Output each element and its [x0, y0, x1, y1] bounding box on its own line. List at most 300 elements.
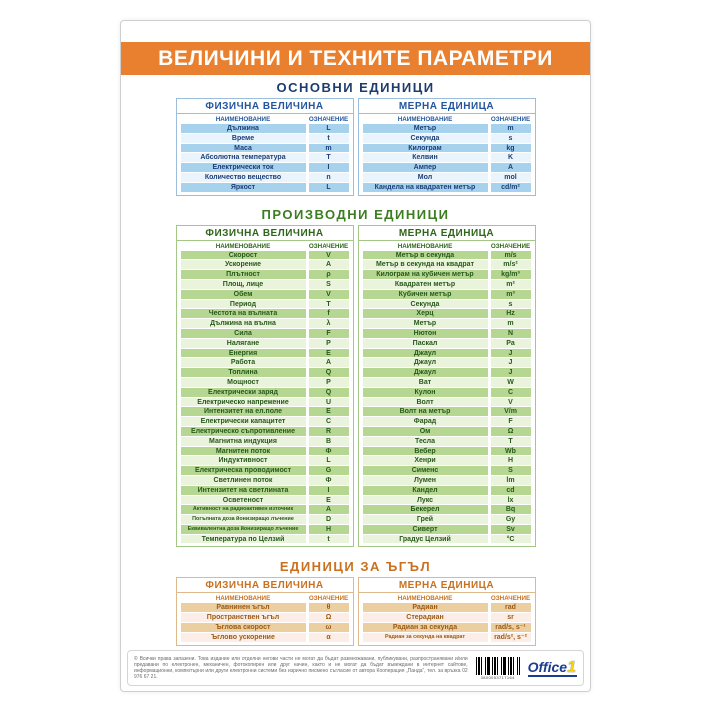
table-row	[359, 339, 535, 348]
physical-quantity-table	[176, 577, 354, 645]
symbol-cell: θ	[309, 603, 349, 612]
poster-title-bar	[121, 42, 590, 75]
quantity-name-cell: Нютон	[363, 329, 488, 338]
quantity-name-cell: Метър в секунда на квадрат	[363, 260, 488, 269]
quantity-name-cell: Килограм на кубичен метър	[363, 270, 488, 279]
table-row	[359, 280, 535, 289]
quantity-name-cell: Келвин	[363, 153, 488, 162]
footer	[127, 650, 584, 686]
table-row	[177, 270, 353, 279]
symbol-cell: kg/m³	[491, 270, 531, 279]
symbol-cell: f	[309, 309, 349, 318]
quantity-name-cell: Енергия	[181, 349, 306, 358]
quantity-name-cell: Абсолютна температура	[181, 153, 306, 162]
table-rows	[359, 603, 535, 641]
table-rows	[359, 124, 535, 192]
quantity-name-cell: Секунда	[363, 300, 488, 309]
col-header-name: НАИМЕНОВАНИЕ	[215, 242, 271, 250]
table-row	[359, 124, 535, 133]
table-row	[359, 163, 535, 172]
table-row	[359, 456, 535, 465]
table-row	[359, 251, 535, 260]
symbol-cell: A	[309, 260, 349, 269]
table-rows	[177, 603, 353, 641]
col-header-symbol: ОЗНАЧЕНИЕ	[490, 595, 531, 603]
table-row	[359, 270, 535, 279]
table-row	[177, 515, 353, 524]
quantity-name-cell: Ускорение	[181, 260, 306, 269]
col-header-name: НАИМЕНОВАНИЕ	[397, 116, 453, 123]
col-header-name: НАИМЕНОВАНИЕ	[215, 595, 271, 603]
quantity-name-cell: Фарад	[363, 417, 488, 426]
measurement-unit-table	[358, 225, 536, 548]
table-row	[359, 476, 535, 485]
table-row	[359, 427, 535, 436]
symbol-cell: T	[491, 437, 531, 446]
symbol-cell: Sv	[491, 525, 531, 534]
table-row	[177, 476, 353, 485]
quantity-name-cell: Волт на метър	[363, 407, 488, 416]
quantity-name-cell: Стерадиан	[363, 613, 488, 622]
table-row	[177, 613, 353, 622]
quantity-name-cell: Херц	[363, 309, 488, 318]
symbol-cell: V/m	[491, 407, 531, 416]
table-row	[359, 173, 535, 182]
quantity-name-cell: Обем	[181, 290, 306, 299]
symbol-cell: L	[309, 183, 349, 192]
quantity-name-cell: Магнитен поток	[181, 447, 306, 456]
quantity-name-cell: Кубичен метър	[363, 290, 488, 299]
symbol-cell: ρ	[309, 270, 349, 279]
table-row	[359, 300, 535, 309]
table-row	[177, 134, 353, 143]
symbol-cell: Wb	[491, 447, 531, 456]
symbol-cell: Hz	[491, 309, 531, 318]
column-headers	[177, 114, 353, 124]
symbol-cell: m	[491, 319, 531, 328]
symbol-cell: m²	[491, 280, 531, 289]
table-row	[177, 496, 353, 505]
measurement-unit-table	[358, 577, 536, 645]
symbol-cell: Ф	[309, 447, 349, 456]
quantity-name-cell: Радиан	[363, 603, 488, 612]
quantity-name-cell: Осветеност	[181, 496, 306, 505]
table-rows	[177, 124, 353, 192]
quantity-name-cell: Честота на вълната	[181, 309, 306, 318]
physical-quantity-table	[176, 98, 354, 196]
quantity-name-cell: Маса	[181, 144, 306, 153]
section-basic-units	[121, 80, 590, 196]
symbol-cell: J	[491, 349, 531, 358]
symbol-cell: lx	[491, 496, 531, 505]
symbol-cell: t	[309, 535, 349, 544]
table-row	[359, 466, 535, 475]
symbol-cell: W	[491, 378, 531, 387]
quantity-name-cell: Паскал	[363, 339, 488, 348]
poster-page	[120, 20, 591, 692]
symbol-cell: t	[309, 134, 349, 143]
quantity-name-cell: Градус Целзий	[363, 535, 488, 544]
logo-text: Office	[527, 658, 568, 675]
symbol-cell: Q	[309, 368, 349, 377]
barcode-icon	[476, 657, 520, 675]
table-row	[359, 417, 535, 426]
table-row	[177, 623, 353, 632]
table-row	[177, 349, 353, 358]
section-tables	[176, 577, 536, 645]
symbol-cell: Pa	[491, 339, 531, 348]
symbol-cell: H	[491, 456, 531, 465]
symbol-cell: s	[491, 300, 531, 309]
table-row	[177, 329, 353, 338]
quantity-name-cell: Бекерел	[363, 505, 488, 514]
quantity-name-cell: Вебер	[363, 447, 488, 456]
table-header: ФИЗИЧНА ВЕЛИЧИНА	[177, 99, 353, 114]
symbol-cell: S	[309, 280, 349, 289]
table-row	[359, 134, 535, 143]
table-row	[359, 515, 535, 524]
col-header-name: НАИМЕНОВАНИЕ	[397, 242, 453, 250]
section-tables	[176, 225, 536, 548]
copyright-text: © Всички права запазени. Това издание или отделни негови части не могат да бъдат размножавани, публикувани, разпространявани и/или предавани по електронен, механичен, фотокопирен или друг начин, както и не могат да бъдат въвеждани в интернет сайтове, информационни, компютърни или други електронни системи без изрично писмено съгласие от автора Кооперация „Панда“, тел. за връзка 02 976 67 21.	[134, 656, 468, 680]
table-row	[359, 623, 535, 632]
table-header: МЕРНА ЕДИНИЦА	[359, 578, 535, 593]
quantity-name-cell: Сименс	[363, 466, 488, 475]
table-row	[177, 407, 353, 416]
symbol-cell: C	[491, 388, 531, 397]
quantity-name-cell: Температура по Целзий	[181, 535, 306, 544]
table-row	[177, 535, 353, 544]
symbol-cell: V	[309, 290, 349, 299]
table-row	[359, 329, 535, 338]
symbol-cell: m/s²	[491, 260, 531, 269]
section-title: ЕДИНИЦИ ЗА ЪГЪЛ	[279, 559, 432, 575]
quantity-name-cell: Радиан за секунда	[363, 623, 488, 632]
table-row	[359, 378, 535, 387]
section-angle-units	[121, 559, 590, 645]
table-row	[177, 319, 353, 328]
table-row	[359, 388, 535, 397]
quantity-name-cell: Налягане	[181, 339, 306, 348]
col-header-symbol: ОЗНАЧЕНИЕ	[308, 595, 349, 603]
symbol-cell: L	[309, 456, 349, 465]
quantity-name-cell: Интензитет на ел.поле	[181, 407, 306, 416]
table-row	[359, 437, 535, 446]
physical-quantity-table	[176, 225, 354, 548]
symbol-cell: C	[309, 417, 349, 426]
quantity-name-cell: Кандела на квадратен метър	[363, 183, 488, 192]
quantity-name-cell: Интензитет на светлината	[181, 486, 306, 495]
symbol-cell: L	[309, 124, 349, 133]
symbol-cell: rad/s, s⁻¹	[491, 623, 531, 632]
symbol-cell: V	[309, 251, 349, 260]
table-row	[177, 309, 353, 318]
col-header-name: НАИМЕНОВАНИЕ	[397, 595, 453, 603]
quantity-name-cell: Електрическо съпротивление	[181, 427, 306, 436]
table-row	[359, 486, 535, 495]
table-row	[177, 339, 353, 348]
section-derived-units	[121, 207, 590, 548]
symbol-cell: F	[491, 417, 531, 426]
symbol-cell: N	[491, 329, 531, 338]
quantity-name-cell: Магнитна индукция	[181, 437, 306, 446]
table-row	[177, 368, 353, 377]
table-row	[177, 486, 353, 495]
symbol-cell: I	[309, 486, 349, 495]
quantity-name-cell: Електрическо напрежение	[181, 398, 306, 407]
column-headers	[177, 241, 353, 251]
symbol-cell: T	[309, 300, 349, 309]
symbol-cell: cd	[491, 486, 531, 495]
table-row	[177, 378, 353, 387]
quantity-name-cell: Дължина на вълна	[181, 319, 306, 328]
symbol-cell: sr	[491, 613, 531, 622]
table-header: МЕРНА ЕДИНИЦА	[359, 99, 535, 114]
table-rows	[359, 251, 535, 544]
quantity-name-cell: Радиан за секунда на квадрат	[363, 633, 488, 642]
symbol-cell: J	[491, 358, 531, 367]
quantity-name-cell: Светлинен поток	[181, 476, 306, 485]
table-row	[359, 398, 535, 407]
column-headers	[359, 114, 535, 124]
symbol-cell: I	[309, 163, 349, 172]
symbol-cell: A	[491, 163, 531, 172]
logo-suffix: 1	[567, 658, 576, 676]
table-row	[177, 358, 353, 367]
table-row	[359, 633, 535, 642]
symbol-cell: Ω	[309, 613, 349, 622]
quantity-name-cell: Погълната доза йонизиращо лъчение	[181, 515, 306, 524]
symbol-cell: E	[309, 496, 349, 505]
symbol-cell: Ω	[491, 427, 531, 436]
symbol-cell: m	[309, 144, 349, 153]
symbol-cell: H	[309, 525, 349, 534]
quantity-name-cell: Ъглова скорост	[181, 623, 306, 632]
quantity-name-cell: Лукс	[363, 496, 488, 505]
symbol-cell: Q	[309, 388, 349, 397]
table-row	[177, 603, 353, 612]
quantity-name-cell: Еквивалентна доза йонизиращо лъчение	[181, 525, 306, 534]
table-row	[177, 633, 353, 642]
symbol-cell: Ф	[309, 476, 349, 485]
office1-logo	[528, 660, 577, 677]
quantity-name-cell: Количество вещество	[181, 173, 306, 182]
symbol-cell: Bq	[491, 505, 531, 514]
table-row	[359, 153, 535, 162]
symbol-cell: J	[491, 368, 531, 377]
table-rows	[177, 251, 353, 544]
table-row	[359, 290, 535, 299]
table-row	[177, 300, 353, 309]
quantity-name-cell: Равнинен ъгъл	[181, 603, 306, 612]
table-row	[177, 124, 353, 133]
symbol-cell: A	[309, 505, 349, 514]
symbol-cell: m/s	[491, 251, 531, 260]
quantity-name-cell: Ом	[363, 427, 488, 436]
table-row	[177, 398, 353, 407]
table-row	[359, 505, 535, 514]
table-row	[359, 407, 535, 416]
symbol-cell: ω	[309, 623, 349, 632]
symbol-cell: E	[309, 349, 349, 358]
symbol-cell: lm	[491, 476, 531, 485]
table-row	[359, 319, 535, 328]
table-row	[177, 466, 353, 475]
symbol-cell: m	[491, 124, 531, 133]
symbol-cell: U	[309, 398, 349, 407]
table-row	[177, 163, 353, 172]
quantity-name-cell: Секунда	[363, 134, 488, 143]
symbol-cell: T	[309, 153, 349, 162]
quantity-name-cell: Метър в секунда	[363, 251, 488, 260]
table-row	[177, 525, 353, 534]
column-headers	[359, 241, 535, 251]
table-row	[177, 280, 353, 289]
section-title: ПРОИЗВОДНИ ЕДИНИЦИ	[261, 206, 450, 222]
quantity-name-cell: Метър	[363, 319, 488, 328]
col-header-name: НАИМЕНОВАНИЕ	[215, 116, 271, 123]
quantity-name-cell: Време	[181, 134, 306, 143]
quantity-name-cell: Мол	[363, 173, 488, 182]
quantity-name-cell: Индуктивност	[181, 456, 306, 465]
quantity-name-cell: Дължина	[181, 124, 306, 133]
section-title: ОСНОВНИ ЕДИНИЦИ	[276, 80, 435, 95]
symbol-cell: rad/s², s⁻²	[491, 633, 531, 642]
quantity-name-cell: Джаул	[363, 358, 488, 367]
table-header: ФИЗИЧНА ВЕЛИЧИНА	[177, 226, 353, 241]
quantity-name-cell: Активност на радиоактивен източник	[181, 505, 306, 514]
section-tables	[176, 98, 536, 196]
quantity-name-cell: Скорост	[181, 251, 306, 260]
quantity-name-cell: Електрически заряд	[181, 388, 306, 397]
symbol-cell: D	[309, 515, 349, 524]
symbol-cell: mol	[491, 173, 531, 182]
symbol-cell: cd/m²	[491, 183, 531, 192]
quantity-name-cell: Работа	[181, 358, 306, 367]
symbol-cell: B	[309, 437, 349, 446]
table-row	[177, 437, 353, 446]
symbol-cell: F	[309, 329, 349, 338]
quantity-name-cell: Електрически капацитет	[181, 417, 306, 426]
quantity-name-cell: Квадратен метър	[363, 280, 488, 289]
table-row	[177, 417, 353, 426]
quantity-name-cell: Ват	[363, 378, 488, 387]
col-header-symbol: ОЗНАЧЕНИЕ	[490, 242, 531, 250]
table-row	[359, 349, 535, 358]
col-header-symbol: ОЗНАЧЕНИЕ	[308, 242, 349, 250]
symbol-cell: α	[309, 633, 349, 642]
symbol-cell: rad	[491, 603, 531, 612]
table-row	[177, 144, 353, 153]
symbol-cell: A	[309, 358, 349, 367]
col-header-symbol: ОЗНАЧЕНИЕ	[490, 116, 531, 123]
symbol-cell: G	[309, 466, 349, 475]
table-row	[177, 260, 353, 269]
quantity-name-cell: Джаул	[363, 368, 488, 377]
table-row	[177, 173, 353, 182]
symbol-cell: s	[491, 134, 531, 143]
table-row	[359, 603, 535, 612]
quantity-name-cell: Ъглово ускорение	[181, 633, 306, 642]
quantity-name-cell: Яркост	[181, 183, 306, 192]
symbol-cell: E	[309, 407, 349, 416]
symbol-cell: n	[309, 173, 349, 182]
quantity-name-cell: Кулон	[363, 388, 488, 397]
symbol-cell: kg	[491, 144, 531, 153]
symbol-cell: K	[491, 153, 531, 162]
table-header: МЕРНА ЕДИНИЦА	[359, 226, 535, 241]
column-headers	[359, 593, 535, 603]
table-row	[177, 183, 353, 192]
quantity-name-cell: Волт	[363, 398, 488, 407]
symbol-cell: V	[491, 398, 531, 407]
barcode-digits: 3800053717164	[480, 674, 515, 680]
quantity-name-cell: Ампер	[363, 163, 488, 172]
table-row	[177, 388, 353, 397]
table-row	[177, 290, 353, 299]
quantity-name-cell: Пространствен ъгъл	[181, 613, 306, 622]
symbol-cell: m³	[491, 290, 531, 299]
quantity-name-cell: Кандел	[363, 486, 488, 495]
table-row	[359, 183, 535, 192]
table-row	[359, 447, 535, 456]
quantity-name-cell: Тесла	[363, 437, 488, 446]
symbol-cell: λ	[309, 319, 349, 328]
table-header: ФИЗИЧНА ВЕЛИЧИНА	[177, 578, 353, 593]
quantity-name-cell: Килограм	[363, 144, 488, 153]
table-row	[359, 496, 535, 505]
table-row	[359, 525, 535, 534]
symbol-cell: °C	[491, 535, 531, 544]
table-row	[359, 309, 535, 318]
table-row	[177, 447, 353, 456]
table-row	[359, 613, 535, 622]
symbol-cell: R	[309, 427, 349, 436]
quantity-name-cell: Плътност	[181, 270, 306, 279]
symbol-cell: P	[309, 339, 349, 348]
table-row	[359, 358, 535, 367]
symbol-cell: P	[309, 378, 349, 387]
table-row	[359, 144, 535, 153]
quantity-name-cell: Сиверт	[363, 525, 488, 534]
quantity-name-cell: Топлина	[181, 368, 306, 377]
quantity-name-cell: Грей	[363, 515, 488, 524]
symbol-cell: Gy	[491, 515, 531, 524]
quantity-name-cell: Площ, лице	[181, 280, 306, 289]
barcode-block	[476, 657, 520, 680]
table-row	[177, 456, 353, 465]
quantity-name-cell: Джаул	[363, 349, 488, 358]
table-row	[359, 535, 535, 544]
table-row	[359, 260, 535, 269]
table-row	[177, 427, 353, 436]
poster-title: ВЕЛИЧИНИ И ТЕХНИТЕ ПАРАМЕТРИ	[158, 46, 553, 70]
quantity-name-cell: Сила	[181, 329, 306, 338]
table-row	[359, 368, 535, 377]
quantity-name-cell: Електрически ток	[181, 163, 306, 172]
symbol-cell: S	[491, 466, 531, 475]
quantity-name-cell: Период	[181, 300, 306, 309]
quantity-name-cell: Електрическа проводимост	[181, 466, 306, 475]
quantity-name-cell: Мощност	[181, 378, 306, 387]
table-row	[177, 251, 353, 260]
table-row	[177, 505, 353, 514]
quantity-name-cell: Хенри	[363, 456, 488, 465]
column-headers	[177, 593, 353, 603]
table-row	[177, 153, 353, 162]
col-header-symbol: ОЗНАЧЕНИЕ	[308, 116, 349, 123]
measurement-unit-table	[358, 98, 536, 196]
